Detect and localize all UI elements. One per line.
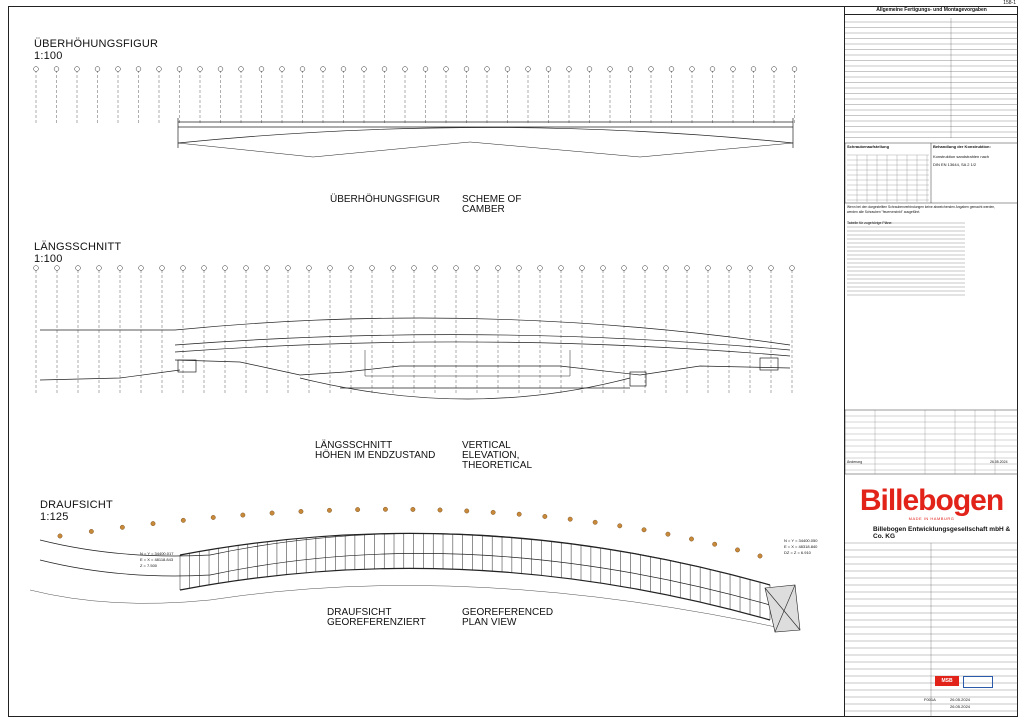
axis-bubble [370, 266, 375, 271]
title-block-lower-grid [845, 535, 1018, 717]
axis-bubble [423, 67, 428, 72]
axis-bubble [181, 266, 186, 271]
axis-bubble [116, 67, 121, 72]
lamp-marker [689, 537, 693, 541]
axis-bubble [772, 67, 777, 72]
axis-bubble [727, 266, 732, 271]
axis-bubble [382, 67, 387, 72]
lamp-marker [270, 511, 274, 515]
lamp-marker [411, 507, 415, 511]
billebogen-logo [845, 480, 1018, 526]
lamp-marker [735, 548, 739, 552]
coord-right-2: E = X = 48318.840 [784, 544, 818, 549]
coord-right-3: DZ = Z = 6.910 [784, 550, 811, 555]
axis-bubble [202, 266, 207, 271]
axis-bubble [485, 67, 490, 72]
lamp-marker [491, 510, 495, 514]
axis-bubble [567, 67, 572, 72]
axis-bubble [300, 67, 305, 72]
lamp-marker [642, 528, 646, 532]
plan-number: F001A [924, 697, 936, 702]
camber-caption-en-2: CAMBER [462, 204, 505, 215]
axis-bubble [139, 266, 144, 271]
axis-bubble [403, 67, 408, 72]
axis-bubble [362, 67, 367, 72]
lamp-marker [151, 521, 155, 525]
axis-bubble [118, 266, 123, 271]
lamp-marker [299, 509, 303, 513]
page-number: 158-1 [1003, 0, 1016, 6]
axis-bubble [538, 266, 543, 271]
axis-bubble [505, 67, 510, 72]
lamp-marker [465, 509, 469, 513]
axis-bubble [280, 67, 285, 72]
axis-bubble [454, 266, 459, 271]
plan-date-2: 26.05.2024 [950, 704, 971, 709]
long-caption-en-3: THEORETICAL [462, 460, 533, 471]
axis-bubble [731, 67, 736, 72]
axis-label-bubbles [34, 67, 797, 271]
axis-bubble [54, 67, 59, 72]
camber-scale: 1:100 [34, 50, 63, 62]
axis-bubble [748, 266, 753, 271]
long-caption-de-2: HÖHEN IM ENDZUSTAND [315, 450, 436, 461]
axis-bubble [136, 67, 141, 72]
bolt-note-1: Wenn bei den dargestellten Schraubenverbindungen keine abweichenden Angaben gemacht werden, [847, 205, 996, 209]
axis-bubble [587, 67, 592, 72]
axis-bubble [34, 266, 39, 271]
lamp-marker [438, 508, 442, 512]
axis-bubble [751, 67, 756, 72]
lamp-marker [593, 520, 597, 524]
lamp-marker [58, 534, 62, 538]
lamp-marker [758, 554, 762, 558]
axis-bubble [769, 266, 774, 271]
axis-bubble [559, 266, 564, 271]
axis-bubble [95, 67, 100, 72]
axis-bubble [690, 67, 695, 72]
axis-bubble [517, 266, 522, 271]
plan-abutment-right [765, 585, 800, 632]
axis-bubble [286, 266, 291, 271]
plan-caption-de-1: DRAUFSICHT [327, 607, 392, 618]
surface-title: Behandlung der Konstruktion: [933, 144, 991, 149]
plan-scale: 1:125 [40, 511, 69, 523]
axis-bubble [321, 67, 326, 72]
axis-bubble [608, 67, 613, 72]
axis-bubble [475, 266, 480, 271]
lamp-marker [383, 507, 387, 511]
axis-bubble [198, 67, 203, 72]
axis-bubble [328, 266, 333, 271]
axis-bubble [160, 266, 165, 271]
axis-bubble [349, 266, 354, 271]
axis-bubble [177, 67, 182, 72]
axis-bubble [391, 266, 396, 271]
axis-bubble [790, 266, 795, 271]
camber-axis-lines [36, 70, 795, 124]
plan-title: DRAUFSICHT [40, 499, 113, 511]
lamp-marker [181, 518, 185, 522]
axis-bubble [341, 67, 346, 72]
lamp-marker [712, 542, 716, 546]
lamp-marker [355, 507, 359, 511]
title-block-header: Allgemeine Fertigungs- und Montagevorgaben [845, 6, 1018, 15]
axis-bubble [223, 266, 228, 271]
coord-left-3: Z = 7.500 [140, 563, 158, 568]
related-plans-title: Tabelle für zugehörige Pläne: [847, 221, 893, 225]
lamp-marker [327, 508, 331, 512]
title-block-lines [845, 18, 1018, 480]
axis-bubble [710, 67, 715, 72]
axis-bubble [496, 266, 501, 271]
axis-bubble [34, 67, 39, 72]
revision-label: Änderung [847, 460, 863, 464]
coord-left-1: N = Y = 34400.017 [140, 551, 174, 556]
partner-stamp [963, 676, 993, 688]
coord-left-2: E = X = 48118.843 [140, 557, 174, 562]
lamp-marker [618, 524, 622, 528]
axis-bubble [97, 266, 102, 271]
axis-bubble [526, 67, 531, 72]
coord-right-1: N = Y = 34400.050 [784, 538, 818, 543]
plan-caption-en-1: GEOREFERENCED [462, 607, 554, 618]
axis-bubble [628, 67, 633, 72]
axis-bubble [239, 67, 244, 72]
plan-date-1: 26.05.2024 [950, 697, 971, 702]
axis-bubble [259, 67, 264, 72]
plan-lamp-markers [58, 507, 762, 558]
lamp-marker [666, 532, 670, 536]
axis-bubble [244, 266, 249, 271]
surface-text-1: Konstruktion sandstrahlen nach [933, 154, 990, 159]
axis-bubble [580, 266, 585, 271]
long-caption-en-1: VERTICAL [462, 440, 511, 451]
axis-bubble [75, 67, 80, 72]
axis-bubble [218, 67, 223, 72]
camber-caption-de: ÜBERHÖHUNGSFIGUR [330, 194, 441, 205]
longitudinal-figure [40, 318, 790, 399]
axis-bubble [669, 67, 674, 72]
axis-bubble [601, 266, 606, 271]
logo-wordmark: Billebogen [859, 483, 1004, 517]
bolt-table-title: Schraubenaufstellung [847, 144, 890, 149]
axis-bubble [685, 266, 690, 271]
plan-caption-en-2: PLAN VIEW [462, 617, 517, 628]
lamp-marker [517, 512, 521, 516]
axis-bubble [464, 67, 469, 72]
axis-bubble [792, 67, 797, 72]
axis-bubble [55, 266, 60, 271]
plan-figure [30, 533, 790, 630]
long-caption-de-1: LÄNGSSCHNITT [315, 440, 393, 451]
longitudinal-scale: 1:100 [34, 253, 63, 265]
longitudinal-title: LÄNGSSCHNITT [34, 241, 122, 253]
plan-caption-de-2: GEOREFERENZIERT [327, 617, 426, 628]
axis-bubble [433, 266, 438, 271]
revision-date: 26.05.2024 [990, 460, 1008, 464]
axis-bubble [307, 266, 312, 271]
surface-text-2: DIN EN 13644, SA 2 1/2 [933, 162, 977, 167]
axis-bubble [412, 266, 417, 271]
logo-subline: MADE IN HAMBURG [908, 515, 955, 521]
lamp-marker [543, 514, 547, 518]
camber-figure [178, 118, 793, 157]
axis-bubble [649, 67, 654, 72]
axis-bubble [546, 67, 551, 72]
lamp-marker [211, 515, 215, 519]
axis-bubble [664, 266, 669, 271]
axis-bubble [76, 266, 81, 271]
axis-bubble [157, 67, 162, 72]
long-caption-en-2: ELEVATION, [462, 450, 520, 461]
company-name: Billebogen Entwicklungsgesellschaft mbH & Co. KG [873, 526, 1011, 540]
camber-caption-en-1: SCHEME OF [462, 194, 522, 205]
lamp-marker [89, 529, 93, 533]
axis-bubble [643, 266, 648, 271]
bolt-note-2: werden alle Schrauben "feuerverzinkt" ausgeführt. [847, 210, 921, 214]
msb-stamp: MSB [935, 676, 959, 686]
camber-title: ÜBERHÖHUNGSFIGUR [34, 38, 159, 50]
lamp-marker [568, 517, 572, 521]
axis-bubble [265, 266, 270, 271]
lamp-marker [120, 525, 124, 529]
axis-bubble [706, 266, 711, 271]
axis-bubble [622, 266, 627, 271]
lamp-marker [241, 513, 245, 517]
axis-bubble [444, 67, 449, 72]
